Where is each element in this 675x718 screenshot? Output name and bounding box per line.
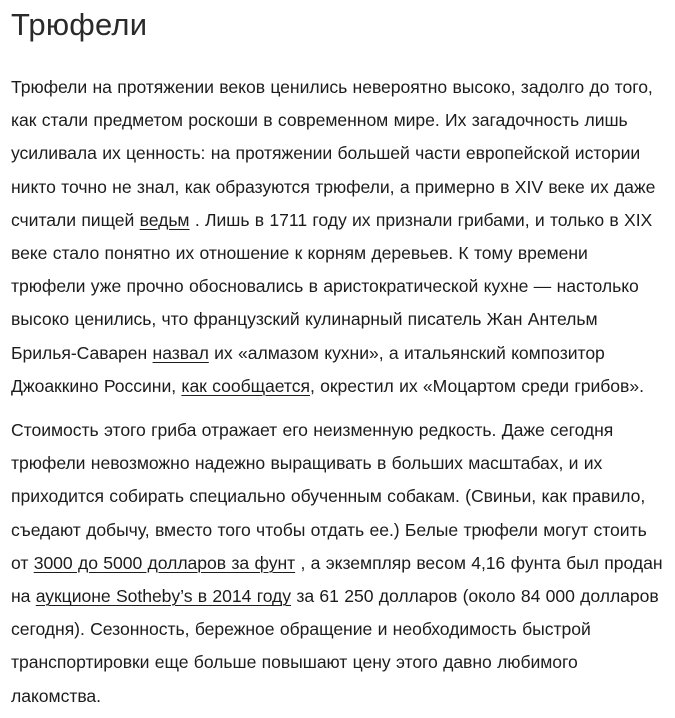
paragraph-text: , а экземпляр весом 4,16 фунта был продан на — [11, 552, 663, 607]
article-title: Трюфели — [11, 7, 148, 42]
link-called[interactable]: назвал — [152, 342, 209, 363]
paragraph-text: Трюфели на протяжении веков ценились невероятно высоко, задолго до того, как стали предметом роскоши в современном мире. Их загадочность лишь усиливала их ценность: на протяжении большей части европейской истории никто точно не знал, как образуются трюфели, а примерно в XIV веке их даже считали пищей — [11, 77, 656, 230]
link-witches[interactable]: ведьм — [139, 209, 190, 230]
paragraph-text: Стоимость этого гриба отражает его неизменную редкость. Даже сегодня трюфели невозможно надежно выращивать в больших масштабах, и их приходится собирать специально обученным собакам. (Свиньи, как правило, съедают добычу, вместо того чтобы отдать ее.) Белые трюфели могут стоить от — [11, 420, 647, 573]
paragraph-price — [11, 414, 665, 713]
link-price-per-pound[interactable]: 3000 до 5000 долларов за фунт — [33, 552, 296, 573]
link-sothebys-auction[interactable]: аукционе Sotheby’s в 2014 году — [35, 586, 291, 607]
paragraph-text: . Лишь в 1711 году их признали грибами, и только в XIX веке стало понятно их отношение к корням деревьев. К тому времени трюфели уже прочно обосновались в аристократической кухне — настолько высоко ценились, что французский кулинарный писатель Жан Антельм Брилья-Саварен — [11, 209, 653, 363]
paragraph-history — [11, 71, 665, 403]
paragraph-text: , окрестил их «Моцартом среди грибов». — [309, 375, 644, 396]
link-reportedly[interactable]: как сообщается — [181, 375, 310, 396]
paragraph-text: за 61 250 долларов (около 84 000 долларов сегодня). Сезонность, бережное обращение и необходимость быстрой транспортировки еще больше повышают цену этого давно любимого лакомства. — [11, 586, 659, 706]
paragraph-text: их «алмазом кухни», а итальянский композитор Джоаккино Россини, — [11, 342, 605, 396]
